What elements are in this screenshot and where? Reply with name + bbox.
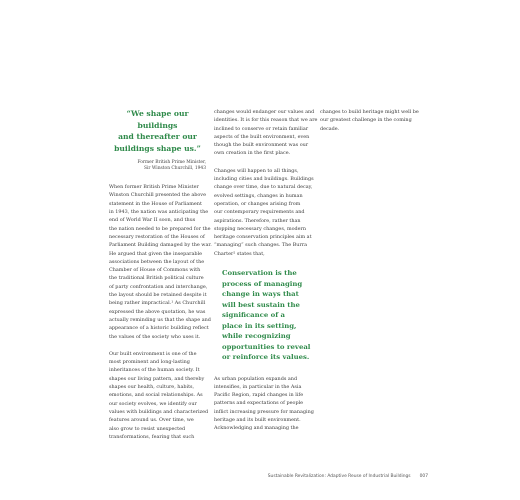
epigraph-quote (109, 108, 206, 154)
text-line: appearance of a historic building reflect (109, 325, 209, 332)
text-line: significance of a (222, 311, 286, 320)
text-line: Conservation is the (222, 269, 297, 278)
text-line: intensifies, in particular in the Asia (214, 383, 302, 390)
paragraph (214, 108, 318, 158)
text-line: while recognizing (222, 332, 291, 341)
paragraph (214, 375, 314, 433)
text-line: patterns and expectations of people (214, 400, 304, 407)
paragraph (320, 108, 417, 133)
text-line: our contemporary requirements and (214, 209, 305, 216)
text-line: Parliament Building damaged by the war. (109, 242, 212, 249)
column-middle (214, 108, 318, 433)
text-line: our society evolves, we identify our (109, 400, 197, 407)
text-line: expressed the above quotation, he was (109, 308, 206, 315)
text-line: will best sustain the (222, 300, 300, 309)
text-line: the nation needed to be prepared for the (109, 225, 211, 232)
quote-line: and thereafter our (118, 132, 197, 141)
text-line: necessary restoration of the Houses of (109, 233, 205, 240)
text-line: emotions, and social relationships. As (109, 392, 203, 399)
text-line: Charter² states that, (214, 250, 265, 257)
column-right (320, 108, 417, 133)
text-line: of party confrontation and interchange, (109, 283, 208, 290)
attribution-line: Former British Prime Minister, (137, 160, 206, 165)
quote-attribution (109, 160, 206, 171)
text-line: Winston Churchill presented the above (109, 192, 206, 199)
attribution-line: Sir Winston Churchill, 1943 (143, 165, 206, 171)
text-line: though the built environment was our (214, 142, 309, 149)
paragraph (214, 167, 314, 258)
text-line: actually reminding us that the shape and (109, 316, 211, 323)
text-line: Our built environment is one of the (109, 350, 197, 357)
text-line: stopping necessary changes, modern (214, 225, 307, 232)
text-line: “managing” such changes. The Burra (214, 242, 308, 249)
text-line: Acknowledging and managing the (214, 425, 299, 432)
quote-line: “We shape our buildings (126, 109, 189, 130)
text-line: inclined to conserve or retain familiar (214, 125, 309, 132)
text-line: place in its setting, (222, 321, 297, 330)
quote-line: buildings shape us.” (114, 143, 201, 153)
text-line: statement in the House of Parliament (109, 200, 202, 207)
text-line: including cities and buildings. Buildings (214, 176, 314, 183)
text-line: operation, or changes arising from (214, 200, 301, 207)
text-line: Pacific Region, rapid changes in life (214, 392, 304, 399)
page-footer (268, 474, 428, 479)
paragraph (109, 183, 212, 341)
text-line: He argued that given the inseparable (109, 250, 203, 257)
text-line: own creation in the first place. (214, 150, 291, 157)
text-line: being rather impractical.¹ As Churchill (109, 300, 206, 307)
text-line: features around us. Over time, we (109, 417, 194, 424)
text-line: the traditional British political culture (109, 275, 204, 282)
text-line: the values of the society who uses it. (109, 333, 201, 340)
text-line: identities. It is for this reason that we are (214, 117, 318, 124)
text-line: the layout should be retained despite it (109, 292, 207, 299)
text-line: associations between the layout of the (109, 258, 205, 265)
column-left (109, 108, 212, 441)
text-line: change in ways that (222, 290, 299, 299)
paragraph (109, 350, 209, 441)
text-line: transformations, fearing that such (109, 433, 195, 440)
pull-quote (222, 268, 311, 363)
text-line: changes to build heritage might well be (320, 109, 419, 115)
text-line: decade. (320, 125, 340, 132)
text-line: end of World War II soon, and thus (109, 217, 196, 224)
text-line: our greatest challenge in the coming (320, 117, 412, 124)
text-line: also grow to resist unexpected (109, 425, 186, 432)
text-line: values with buildings and characterized (109, 408, 209, 415)
text-line: process of managing (222, 279, 303, 288)
text-line: aspirations. Therefore, rather than (214, 217, 301, 224)
text-line: inheritances of the human society. It (109, 367, 200, 374)
text-line: change over time, due to natural decay, (214, 184, 313, 191)
footer-title: Sustainable Revitalization: Adaptive Reuse of Industrial Buildings (267, 474, 411, 479)
text-line: or reinforce its values. (222, 353, 310, 362)
page-number: 007 (419, 474, 428, 479)
text-line: opportunities to reveal (222, 342, 311, 351)
text-line: When former British Prime Minister (109, 184, 199, 191)
text-line: Changes will happen to all things, (214, 167, 299, 174)
text-line: As urban population expands and (214, 375, 298, 382)
text-line: shapes our living pattern, and thereby (109, 375, 205, 382)
text-line: heritage conservation principles aim at (214, 234, 312, 241)
text-line: heritage and its built environment. (214, 417, 301, 424)
text-line: shapes our health, culture, habits, (109, 384, 195, 391)
text-line: evolved settings, changes in human (214, 192, 303, 199)
text-line: in 1943, the nation was anticipating the (109, 209, 209, 216)
text-line: changes would endanger our values and (214, 109, 315, 115)
text-line: most prominent and long-lasting (109, 359, 190, 366)
text-line: inflict increasing pressure for managing (214, 408, 314, 415)
text-line: Chamber of House of Commons with (109, 267, 201, 274)
text-line: aspects of the built environment, even (214, 133, 310, 140)
